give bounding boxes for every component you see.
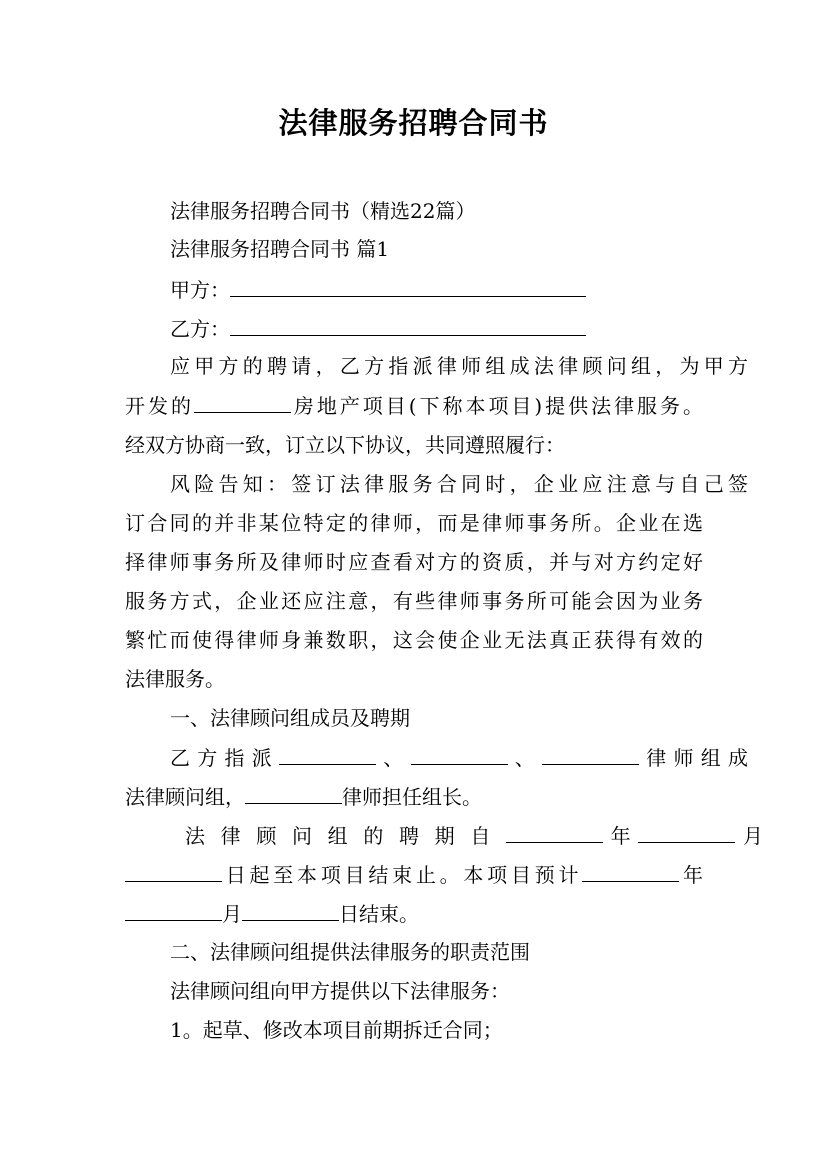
list-item: 1。起草、修改本项目前期拆迁合同； xyxy=(170,1018,503,1042)
paragraph-line: 应甲方的聘请，乙方指派律师组成法律顾问组，为甲方 xyxy=(170,354,748,378)
month-label: 月 xyxy=(735,824,763,848)
day-blank xyxy=(242,894,339,921)
separator: 、 xyxy=(507,746,542,770)
term-line xyxy=(125,894,703,932)
term-line xyxy=(125,816,763,854)
risk-notice-line: 法律服务。 xyxy=(125,667,225,691)
leader-blank xyxy=(245,777,342,804)
risk-notice-line: 风险告知：签订法律服务合同时，企业应注意与自己签 xyxy=(170,472,748,496)
day-label: 日 xyxy=(222,863,250,887)
paragraph-line-with-blank xyxy=(125,386,703,424)
text-segment: 开发的 xyxy=(125,394,194,418)
month-label: 月 xyxy=(222,902,242,926)
month-blank xyxy=(638,816,735,843)
risk-notice-line: 繁忙而使得律师身兼数职，这会使企业无法真正获得有效的 xyxy=(125,628,703,652)
party-a-line xyxy=(125,270,748,308)
lawyers-line xyxy=(125,738,748,776)
section-heading-line: 法律服务招聘合同书 篇1 xyxy=(170,237,390,261)
text-segment: 乙方指派 xyxy=(170,746,279,770)
lawyer-blank xyxy=(542,738,639,765)
leader-line xyxy=(125,777,703,815)
year-blank xyxy=(582,855,679,882)
text-segment: 律师组成 xyxy=(639,746,748,770)
project-blank xyxy=(194,386,291,413)
party-a-label: 甲方： xyxy=(170,278,230,302)
text-segment: 起至本项目结束止。本项目预计 xyxy=(249,863,583,887)
paragraph-line: 经双方协商一致，订立以下协议，共同遵照履行： xyxy=(125,433,565,457)
party-b-label: 乙方： xyxy=(170,317,230,341)
risk-notice-line: 择律师事务所及律师时应查看对方的资质，并与对方约定好 xyxy=(125,550,703,574)
day-blank xyxy=(125,855,222,882)
year-label: 年 xyxy=(603,824,639,848)
text-segment: 房地产项目(下称本项目)提供法律服务。 xyxy=(290,394,703,418)
clause-heading-2: 二、法律顾问组提供法律服务的职责范围 xyxy=(170,940,530,964)
risk-notice-line: 订合同的并非某位特定的律师，而是律师事务所。企业在选 xyxy=(125,511,703,535)
text-segment: 法律顾问组的聘期自 xyxy=(185,824,506,848)
party-b-blank xyxy=(230,309,586,336)
risk-notice-line: 服务方式，企业还应注意，有些律师事务所可能会因为业务 xyxy=(125,589,703,613)
separator: 、 xyxy=(376,746,411,770)
term-line xyxy=(125,855,703,893)
party-a-blank xyxy=(230,270,586,297)
year-blank xyxy=(506,816,603,843)
lawyer-blank xyxy=(279,738,376,765)
paragraph-line: 法律顾问组向甲方提供以下法律服务： xyxy=(170,979,510,1003)
clause-heading-1: 一、法律顾问组成员及聘期 xyxy=(170,706,410,730)
year-label: 年 xyxy=(679,863,703,887)
text-segment: 律师担任组长。 xyxy=(342,785,482,809)
document-title: 法律服务招聘合同书 xyxy=(278,106,549,140)
lawyer-blank xyxy=(411,738,508,765)
day-label: 日 xyxy=(339,902,359,926)
party-b-line xyxy=(125,309,748,347)
subtitle-line: 法律服务招聘合同书（精选22篇） xyxy=(170,199,476,223)
text-segment: 结束。 xyxy=(359,902,419,926)
text-segment: 法律顾问组， xyxy=(125,785,245,809)
month-blank xyxy=(125,894,222,921)
